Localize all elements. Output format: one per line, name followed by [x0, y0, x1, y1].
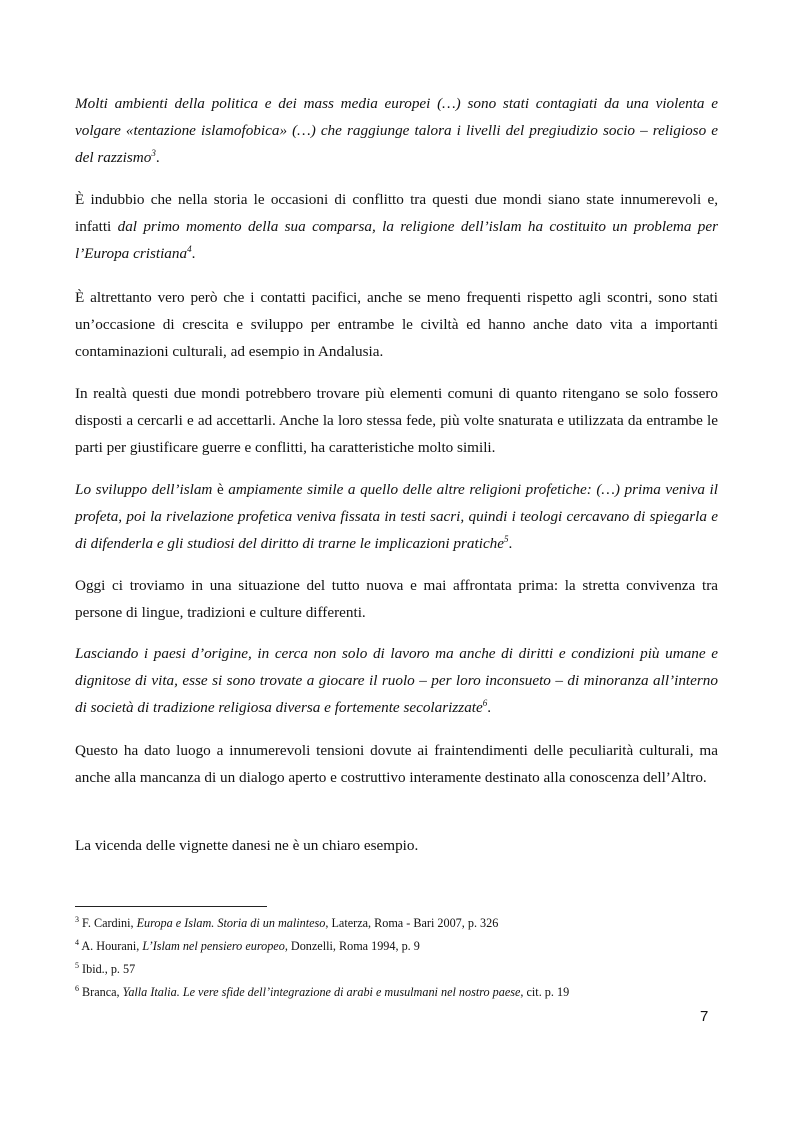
paragraph-quote-islamophobia	[75, 90, 718, 172]
footnote-ref: 5	[75, 960, 79, 970]
footnote-ref: 6	[482, 698, 488, 709]
text-run: L’Islam nel pensiero europeo	[142, 939, 285, 953]
text-run: La vicenda delle vignette danesi ne è un chiaro esempio.	[75, 837, 419, 854]
text-run: , Donzelli, Roma 1994, p. 9	[284, 939, 420, 953]
text-run: Molti ambienti della politica e dei mass media europei (…) sono stati contagiati da una violenta e volgare «tentazione islamofobica» (…) che raggiunge talora i livelli del pregiudizio socio – religioso e del razzismo	[75, 95, 718, 167]
text-run: Questo ha dato luogo a innumerevoli tensioni dovute ai fraintendimenti delle peculiarità culturali, ma anche alla mancanza di un dialogo aperto e costruttivo interamente destinato alla conoscenza dell’Altro.	[75, 742, 718, 787]
paragraph-quote-minorities	[75, 640, 718, 722]
footnote-3	[75, 915, 718, 931]
text-run: A. Hourani,	[79, 939, 143, 953]
paragraph-new-situation	[75, 572, 718, 626]
footnote-ref: 6	[75, 983, 79, 993]
text-run: Lo sviluppo dell’islam	[75, 481, 217, 498]
footnote-separator	[75, 906, 267, 907]
text-run: .	[508, 535, 513, 553]
page-number: 7	[700, 1008, 709, 1025]
text-run: Oggi ci troviamo in una situazione del tutto nuova e mai affrontata prima: la stretta convivenza tra persone di lingue, tradizioni e culture differenti.	[75, 577, 718, 622]
text-run: ampiamente simile a quello delle altre religioni profetiche: (…) prima veniva il profeta, poi la rivelazione profetica veniva fissata in testi sacri, quindi i teologi cercavano di spiegarla e di difenderla e gli studiosi del diritto di trarne le implicazioni pratiche	[75, 481, 718, 553]
text-run: , cit. p. 19	[520, 985, 570, 999]
footnote-ref: 3	[151, 148, 156, 159]
text-run: .	[155, 149, 160, 167]
text-run: F. Cardini,	[79, 916, 137, 930]
paragraph-conflicts	[75, 186, 718, 268]
text-run: È altrettanto vero però che i contatti pacifici, anche se meno frequenti rispetto agli scontri, sono stati un’occasione di crescita e sviluppo per entrambe le civiltà ed hanno anche dato vita a importanti contaminazioni culturali, ad esempio in Andalusia.	[75, 289, 718, 361]
paragraph-common-elements	[75, 380, 718, 462]
footnote-6	[75, 984, 718, 1000]
text-run: Ibid., p. 57	[79, 962, 136, 976]
paragraph-peaceful-contacts	[75, 284, 718, 366]
text-run: È indubbio che nella storia le occasioni di conflitto tra questi due mondi siano state innumerevoli e, infatti	[75, 191, 718, 236]
text-run: dal primo momento della sua comparsa, la religione dell’islam ha costituito un problema per l’Europa cristiana	[75, 218, 718, 263]
text-run: .	[487, 699, 492, 717]
text-run: Europa e Islam. Storia di un malinteso	[136, 916, 326, 930]
text-run: Yalla Italia. Le vere sfide dell’integrazione di arabi e musulmani nel nostro paese	[122, 985, 521, 999]
text-run: Lasciando i paesi d’origine, in cerca non solo di lavoro ma anche di diritti e condizioni più umane e dignitose di vita, esse si sono trovate a giocare il ruolo – per loro inconsueto – di minoranza all’interno di società di tradizione religiosa diversa e fortemente secolarizzate	[75, 645, 718, 717]
footnote-ref: 5	[504, 534, 509, 545]
footnote-5	[75, 961, 718, 977]
footnote-4	[75, 938, 718, 954]
paragraph-quote-development	[75, 476, 718, 558]
text-run: Branca,	[79, 985, 123, 999]
paragraph-danish-cartoons	[75, 832, 718, 859]
footnote-ref: 4	[75, 937, 79, 947]
text-run: .	[191, 245, 196, 263]
text-run: In realtà questi due mondi potrebbero trovare più elementi comuni di quanto ritengano se solo fossero disposti a cercarli e ad accettarli. Anche la loro stessa fede, più volte snaturata e utilizzata da entrambe le parti per giustificare guerre e conflitti, ha caratteristiche molto simili.	[75, 385, 718, 457]
text-run: , Laterza, Roma - Bari 2007, p. 326	[325, 916, 499, 930]
footnote-ref: 3	[75, 914, 79, 924]
text-run: è	[216, 481, 224, 498]
footnote-ref: 4	[187, 244, 192, 255]
paragraph-tensions	[75, 737, 718, 791]
